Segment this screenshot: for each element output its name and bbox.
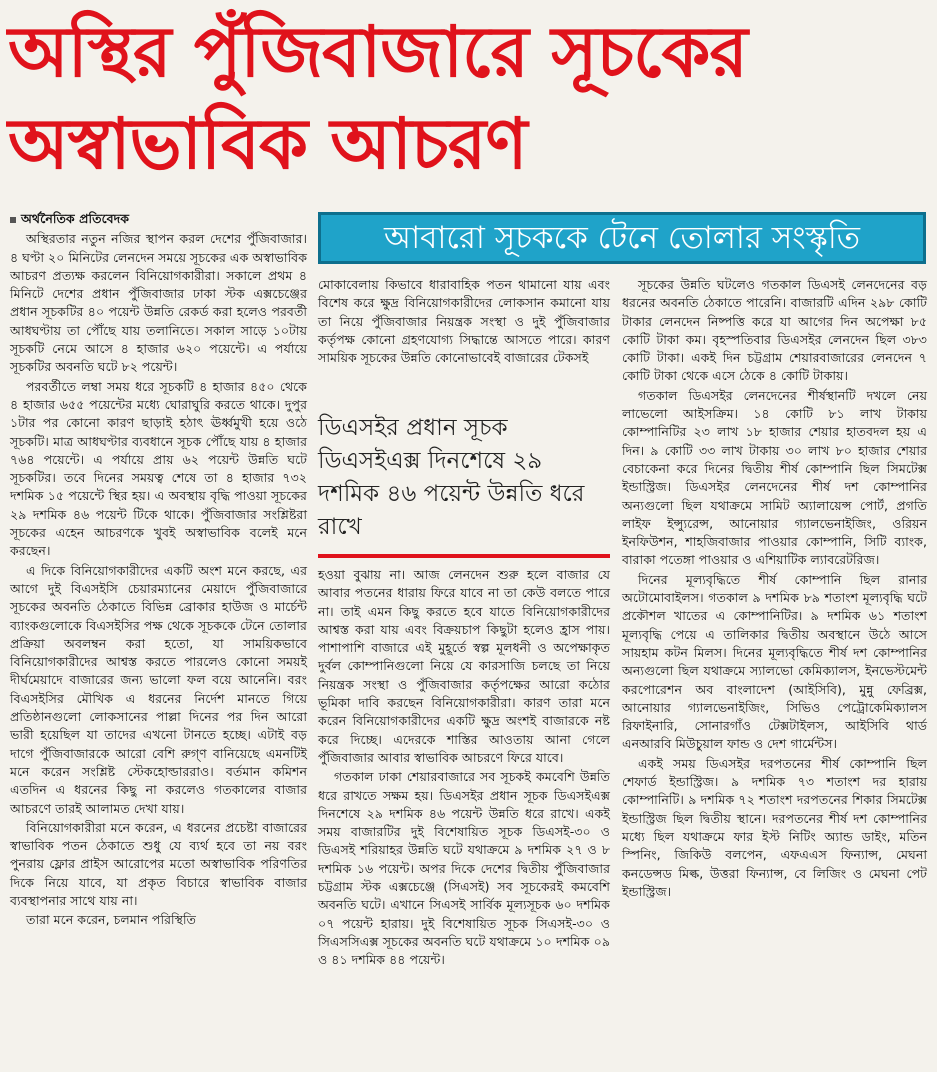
headline-line-1: অস্থির পুঁজিবাজারে সূচকের: [8, 11, 747, 93]
article-column-2-bottom: [318, 566, 610, 971]
paragraph: এ দিকে বিনিয়োগকারীদের একটি অংশ মনে করছে, এর আগে দুই বিএসইসি চেয়ারম্যানের মেয়াদে পুঁজিবাজারে সূচকের অবনতি ঠেকাতে বিভিন্ন ব্রোকার হাউজ ও মার্চেন্ট ব্যাংকগুলোকে বিএসইসির পক্ষ থেকে সূচককে টেনে তোলার প্রক্রিয়া অবলম্বন করা হতো, যা সাময়িকভাবে বিনিয়োগকারীদের আশ্বস্ত করতে পারলেও কোনো সময়ই দীর্ঘমেয়াদে বাজারের জন্য ভালো ফল বয়ে আনেনি। বরং বিএসইসির মৌখিক এ ধরনের নির্দেশ মানতে গিয়ে প্রতিষ্ঠানগুলো লোকসানের পাল্লা দিনের পর দিন আরো ভারী হয়েছিল যা তাদের এখনো টানতে হচ্ছে। এটাই বড় দাগে পুঁজিবাজারকে আরো বেশি রুগ্ণ বানিয়েছে এমনটিই মনে করেন সংশ্লিষ্ট স্টেকহোল্ডাররাও। বর্তমান কমিশন এতদিন এ ধরনের কিছু না করলেও গতকালের বাজার আচরণে তারই আলামত দেখা যায়।: [10, 562, 307, 816]
byline-text: অর্থনৈতিক প্রতিবেদক: [21, 211, 130, 226]
article-column-2-top: [318, 276, 610, 368]
paragraph: পরবর্তীতে লম্বা সময় ধরে সূচকটি ৪ হাজার ৪৫০ থেকে ৪ হাজার ৬৫৫ পয়েন্টের মধ্যে ঘোরাঘুরি করতে থাকে। দুপুর ১টার পর কোনো কারণ ছাড়াই হঠাৎ ঊর্ধ্বমুখী হয়ে ওঠে সূচকটি। মাত্র আধঘণ্টার ব্যবধানে সূচক পৌঁছে যায় ৪ হাজার ৭৬৪ পয়েন্টে। এ পর্যায়ে প্রায় ৬২ পয়েন্ট উন্নতি ঘটে সূচকটির। তবে দিনের সময়ত্ব শেষে তা ৪ হাজার ৭৩২ দশমিক ১৫ পয়েন্টে স্থির হয়। এ অবস্থায় বৃদ্ধি পাওয়া সূচকের ২৯ দশমিক ৪৬ পয়েন্ট টিকে থাকে। পুঁজিবাজার সংশ্লিষ্টরা সূচকের এহেন আচরণকে খুবই অস্বাভাবিক বলেই মনে করছেন।: [10, 378, 307, 559]
pull-quote: ডিএসইর প্রধান সূচক ডিএসইএক্স দিনশেষে ২৯ দশমিক ৪৬ পয়েন্ট উন্নতি ধরে রাখে: [318, 406, 610, 558]
article-column-1: [10, 210, 307, 931]
bullet-square-icon: [10, 217, 16, 223]
headline: [8, 6, 928, 190]
paragraph: বিনিয়োগকারীরা মনে করেন, এ ধরনের প্রচেষ্টা বাজারের স্বাভাবিক পতন ঠেকাতে শুধু যে ব্যর্থ হবে তা নয় বরং পুনরায় ফ্লোর প্রাইস আরোপের মতো অস্বাভাবিক পরিণতির দিকে নিয়ে যাবে, যা প্রকৃত বিচারে স্বাভাবিক বাজার ব্যবস্থাপনার সাথে যায় না।: [10, 819, 307, 908]
paragraph: গতকাল ডিএসইর লেনদেনের শীর্ষস্থানটি দখলে নেয় লাভেলো আইসক্রিম। ১৪ কোটি ৮১ লাখ টাকায় কোম্পানিটির ২৩ লাখ ১৮ হাজার শেয়ার হাতবদল হয় এ দিন। ৯ কোটি ৩৩ লাখ টাকায় ৩০ লাখ ৮০ হাজার শেয়ার বেচাকেনা করে দিনের দ্বিতীয় শীর্ষ কোম্পানি ছিল সিমটেক্স ইন্ডাস্ট্রিজ। ডিএসইর লেনদেনের শীর্ষ দশ কোম্পানির অন্যগুলো ছিল যথাক্রমে সামিট অ্যালায়েন্স পোর্ট, প্রগতি লাইফ ইন্স্যুরেন্স, আনোয়ার গ্যালভেনাইজিং, ওরিয়ন ইনফিউশন, শাহজিবাজার পাওয়ার কোম্পানি, সিটি ব্যাংক, বারাকা পতেঙ্গা পাওয়ার ও এশিয়াটিক ল্যাবরেটরিজ।: [622, 387, 927, 568]
paragraph: সূচকের উন্নতি ঘটলেও গতকাল ডিএসই লেনদেনের বড় ধরনের অবনতি ঠেকাতে পারেনি। বাজারটি এদিন ২৯৮ কোটি টাকার লেনদেন নিষ্পত্তি করে যা আগের দিন অপেক্ষা ৮৫ কোটি টাকা কম। বৃহস্পতিবার ডিএসইর লেনদেন ছিল ৩৮৩ কোটি টাকা। একই দিন চট্টগ্রাম শেয়ারবাজারের লেনদেন ৭ কোটি টাকা থেকে এসে ঠেকে ৪ কোটি টাকায়।: [622, 277, 927, 384]
paragraph: অস্থিরতার নতুন নজির স্থাপন করল দেশের পুঁজিবাজার। ৪ ঘণ্টা ২০ মিনিটের লেনদেন সময়ে সূচকের এক অস্বাভাবিক আচরণ প্রত্যক্ষ করলেন বিনিয়োগকারীরা। সকালে প্রথম ৪ মিনিটে দেশের প্রধান পুঁজিবাজার ঢাকা স্টক এক্সচেঞ্জের প্রধান সূচকটির ৪০ পয়েন্ট উন্নতি রেকর্ড করা হলেও পরবর্তী আধঘণ্টায় তা পৌঁছে যায় তলানিতে। সকাল সাড়ে ১০টায় সূচকটি নেমে আসে ৪ হাজার ৬২০ পয়েন্টে। এ পর্যায়ে সূচকটির অবনতি ঘটে ৮২ পয়েন্ট।: [10, 231, 308, 375]
paragraph: গতকাল ঢাকা শেয়ারবাজারে সব সূচকই কমবেশি উন্নতি ধরে রাখতে সক্ষম হয়। ডিএসইর প্রধান সূচক ডিএসইএক্স দিনশেষে ২৯ দশমিক ৪৬ পয়েন্ট উন্নতি ধরে রাখে। একই সময় বাজারটির দুই বিশেষায়িত সূচক ডিএসই-৩০ ও ডিএসই শরিয়াহর উন্নতি ঘটে যথাক্রমে ৯ দশমিক ২৭ ও ৮ দশমিক ১৬ পয়েন্ট। অপর দিকে দেশের দ্বিতীয় পুঁজিবাজার চট্টগ্রাম স্টক এক্সচেঞ্জে (সিএসই) সব সূচকেরই কমবেশি অবনতি ঘটে। এখানে সিএসই সার্বিক মূল্যসূচক ৬০ দশমিক ০৭ পয়েন্ট হারায়। দুই বিশেষায়িত সূচক সিএসই-৩০ ও সিএসসিএক্স সূচকের অবনতি ঘটে যথাক্রমে ১০ দশমিক ০৯ ও ৪১ দশমিক ৪৪ পয়েন্ট।: [318, 769, 610, 968]
headline-line-2: অস্বাভাবিক আচরণ: [8, 103, 527, 185]
paragraph: তারা মনে করেন, চলমান পরিস্থিতি: [26, 912, 196, 928]
article-column-3: [622, 276, 927, 902]
paragraph: একই সময় ডিএসইর দরপতনের শীর্ষ কোম্পানি ছিল শেফার্ড ইন্ডাস্ট্রিজ। ৯ দশমিক ৭৩ শতাংশ দর হারায় কোম্পানিটি। ৯ দশমিক ৭২ শতাংশ দরপতনের শিকার সিমটেক্স ইন্ডাস্ট্রিজ ছিল দ্বিতীয় স্থানে। দরপতনের শীর্ষ দশ কোম্পানির মধ্যে ছিল যথাক্রমে ফার ইস্ট নিটিং অ্যান্ড ডাইং, মতিন স্পিনিং, জিকিউ বলপেন, এফএএস ফিন্যান্স, মেঘনা কনডেন্সড মিল্ক, উত্তরা ফিন্যান্স, বে লিজিং ও মেঘনা পেট ইন্ডাস্ট্রিজ।: [622, 755, 927, 899]
subheadline-banner: আবারো সূচককে টেনে তোলার সংস্কৃতি: [318, 212, 926, 264]
paragraph: মোকাবেলায় কিভাবে ধারাবাহিক পতন থামানো যায় এবং বিশেষ করে ক্ষুদ্র বিনিয়োগকারীদের লোকসান কমানো যায় তা নিয়ে পুঁজিবাজার নিয়ন্ত্রক সংস্থা ও দুই পুঁজিবাজার কর্তৃপক্ষ কোনো গ্রহণযোগ্য সিদ্ধান্তে আসতে পারে। কারণ সাময়িক সূচকের উন্নতি কোনোভাবেই বাজারের টেকসই: [318, 277, 610, 366]
paragraph: দিনের মূল্যবৃদ্ধিতে শীর্ষ কোম্পানি ছিল রানার অটোমোবাইলস। গতকাল ৯ দশমিক ৮৯ শতাংশ মূল্যবৃদ্ধি ঘটে প্রকৌশল খাতের এ কোম্পানিটির। ৯ দশমিক ৬১ শতাংশ মূল্যবৃদ্ধি পেয়ে এ তালিকার দ্বিতীয় অবস্থানে উঠে আসে সায়হাম কটন মিলস। দিনের মূল্যবৃদ্ধিতে শীর্ষ দশ কোম্পানির অন্যগুলো ছিল যথাক্রমে স্যালভো কেমিক্যালস, ইনভেস্টমেন্ট করপোরেশন অব বাংলাদেশ (আইসিবি), মুন্নু ফেব্রিক্স, আনোয়ার গ্যালভেনাইজিং, সিভিও পেট্রোকেমিক্যালস রিফাইনারি, সোনারগাঁও টেক্সটাইলস, আইসিবি থার্ড এনআরবি মিউচুয়াল ফান্ড ও দেশ গার্মেন্টস।: [622, 571, 927, 752]
byline: [10, 210, 307, 228]
paragraph: হওয়া বুঝায় না। আজ লেনদেন শুরু হলে বাজার যে আবার পতনের ধারায় ফিরে যাবে না তা কেউ বলতে পারে না। তাই এমন কিছু করতে হবে যাতে বিনিয়োগকারীদের আশ্বস্ত করা যায় এবং বিক্রয়চাপ কিছুটা হলেও হ্রাস পায়। পাশাপাশি বাজারে এই মুহূর্তে স্বল্প মূলধনী ও অপেক্ষাকৃত দুর্বল কোম্পানিগুলো নিয়ে যে কারসাজি চলছে তা নিয়ে নিয়ন্ত্রক সংস্থা ও পুঁজিবাজার কর্তৃপক্ষের আরো কঠোর ভূমিকা দাবি করছেন বিনিয়োগকারীরা। কারণ তারা মনে করেন বিনিয়োগকারীদের একটি ক্ষুদ্র অংশই বাজারকে নষ্ট করে দিচ্ছে। এদেরকে শাস্তির আওতায় আনা গেলে পুঁজিবাজার আবার স্বাভাবিক আচরণে ফিরে যাবে।: [318, 567, 610, 765]
